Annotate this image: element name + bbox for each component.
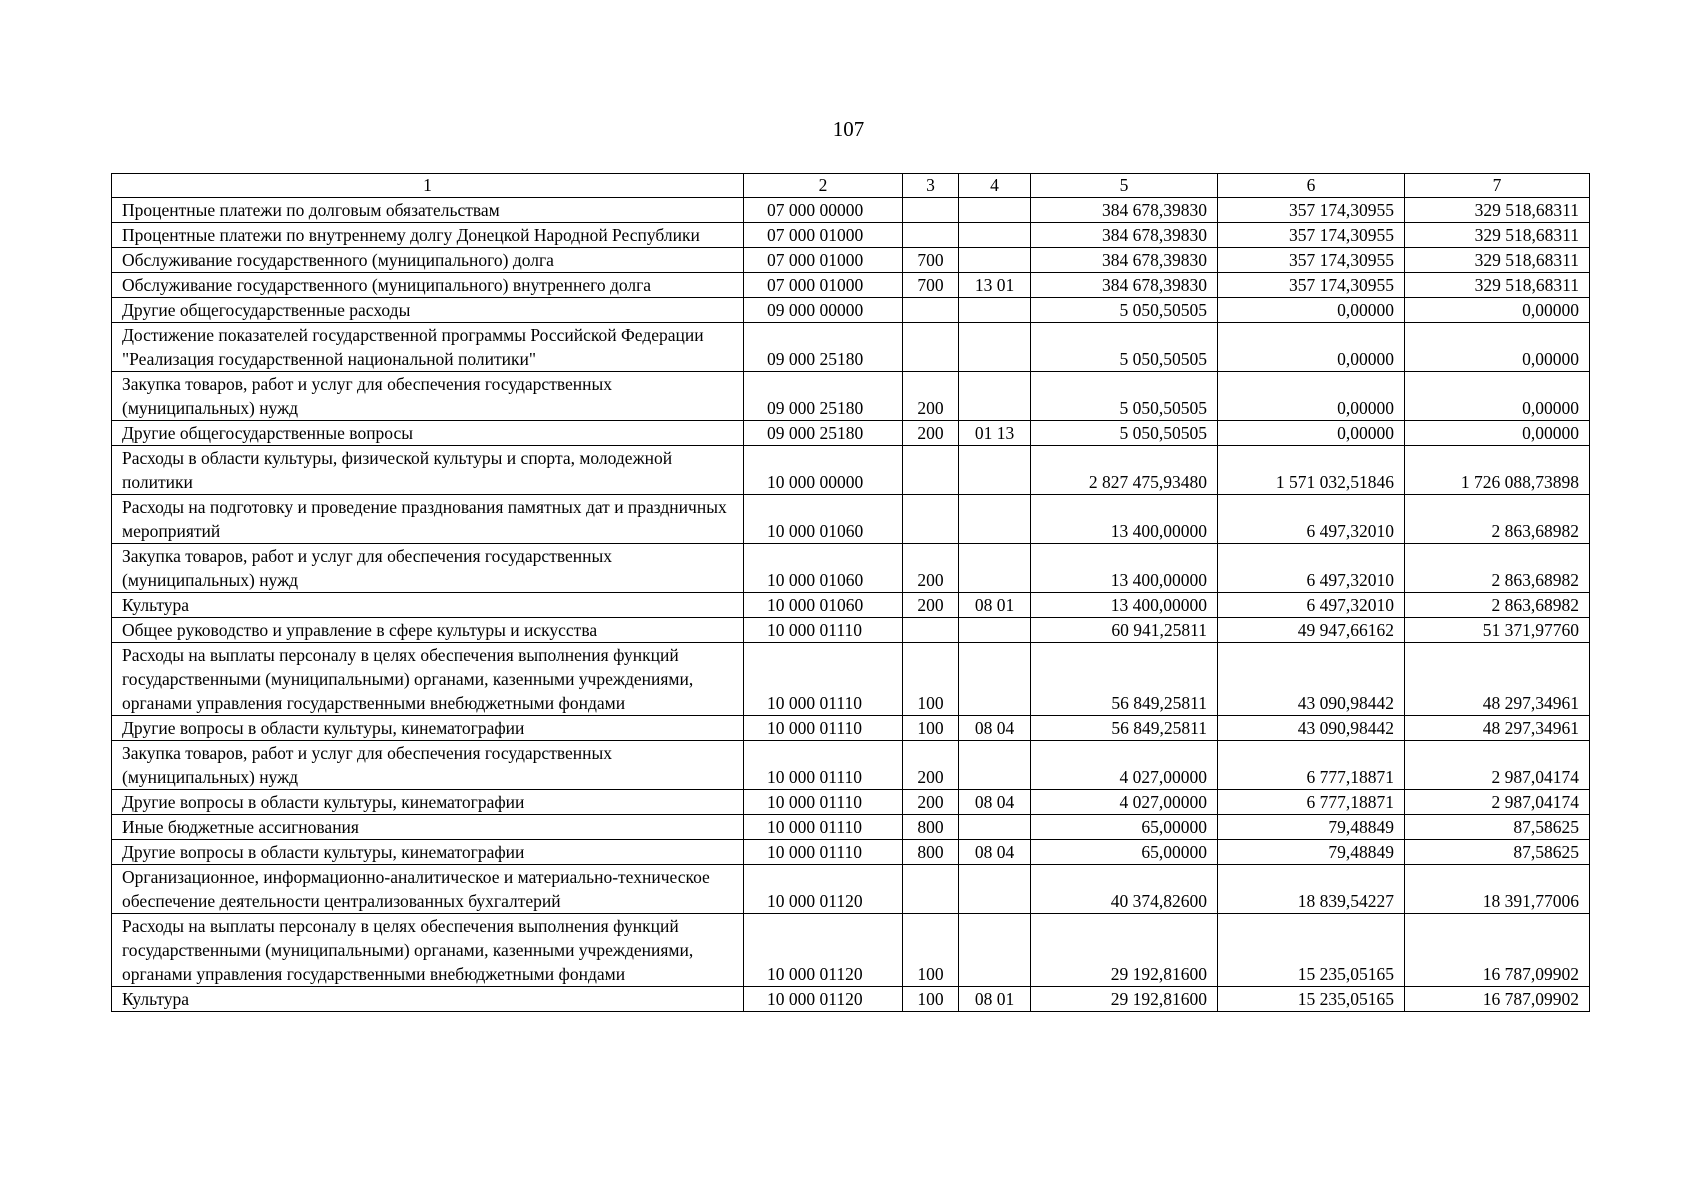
expense-type-cell: 200 — [903, 421, 959, 446]
amount-col7-cell: 87,58625 — [1405, 815, 1590, 840]
amount-col6-cell: 1 571 032,51846 — [1218, 446, 1405, 495]
amount-col6-cell: 6 777,18871 — [1218, 741, 1405, 790]
amount-col7-cell: 2 987,04174 — [1405, 741, 1590, 790]
expense-type-cell: 100 — [903, 914, 959, 987]
amount-col5-cell: 13 400,00000 — [1031, 544, 1218, 593]
expense-name-cell: Общее руководство и управление в сфере культуры и искусства — [112, 618, 744, 643]
table-row — [112, 248, 1590, 273]
amount-col6-cell: 357 174,30955 — [1218, 223, 1405, 248]
amount-col7-cell: 329 518,68311 — [1405, 223, 1590, 248]
amount-col7-cell: 329 518,68311 — [1405, 198, 1590, 223]
column-header: 2 — [744, 174, 903, 198]
target-code-cell: 07 000 01000 — [744, 223, 903, 248]
table-row — [112, 914, 1590, 987]
expense-name-cell: Обслуживание государственного (муниципального) внутреннего долга — [112, 273, 744, 298]
table-row — [112, 643, 1590, 716]
target-code-cell: 07 000 01000 — [744, 248, 903, 273]
expense-type-cell: 200 — [903, 741, 959, 790]
amount-col5-cell: 60 941,25811 — [1031, 618, 1218, 643]
table-row — [112, 865, 1590, 914]
expense-name-cell: Другие вопросы в области культуры, кинематографии — [112, 716, 744, 741]
expense-name-cell: Другие вопросы в области культуры, кинематографии — [112, 840, 744, 865]
section-code-cell — [959, 223, 1031, 248]
target-code-cell: 07 000 01000 — [744, 273, 903, 298]
target-code-cell: 10 000 01120 — [744, 914, 903, 987]
amount-col5-cell: 29 192,81600 — [1031, 914, 1218, 987]
expense-name-cell: Другие общегосударственные расходы — [112, 298, 744, 323]
expense-type-cell: 200 — [903, 372, 959, 421]
table-row — [112, 273, 1590, 298]
amount-col6-cell: 79,48849 — [1218, 815, 1405, 840]
expense-type-cell — [903, 865, 959, 914]
expense-name-cell: Культура — [112, 987, 744, 1012]
amount-col6-cell: 43 090,98442 — [1218, 716, 1405, 741]
expense-name-cell: Другие вопросы в области культуры, кинематографии — [112, 790, 744, 815]
expense-name-cell: Достижение показателей государственной программы Российской Федерации "Реализация государственной национальной политики" — [112, 323, 744, 372]
section-code-cell — [959, 298, 1031, 323]
amount-col7-cell: 329 518,68311 — [1405, 273, 1590, 298]
expense-name-cell: Процентные платежи по долговым обязательствам — [112, 198, 744, 223]
expense-type-cell — [903, 446, 959, 495]
section-code-cell — [959, 865, 1031, 914]
amount-col6-cell: 0,00000 — [1218, 421, 1405, 446]
section-code-cell — [959, 618, 1031, 643]
column-header: 6 — [1218, 174, 1405, 198]
amount-col5-cell: 40 374,82600 — [1031, 865, 1218, 914]
amount-col6-cell: 357 174,30955 — [1218, 198, 1405, 223]
table-row — [112, 815, 1590, 840]
section-code-cell — [959, 446, 1031, 495]
column-number-row — [112, 174, 1590, 198]
expense-name-cell: Культура — [112, 593, 744, 618]
amount-col6-cell: 18 839,54227 — [1218, 865, 1405, 914]
amount-col7-cell: 18 391,77006 — [1405, 865, 1590, 914]
target-code-cell: 09 000 25180 — [744, 372, 903, 421]
amount-col7-cell: 0,00000 — [1405, 298, 1590, 323]
table-row — [112, 716, 1590, 741]
section-code-cell — [959, 643, 1031, 716]
expense-type-cell: 800 — [903, 840, 959, 865]
target-code-cell: 10 000 01120 — [744, 865, 903, 914]
target-code-cell: 09 000 25180 — [744, 421, 903, 446]
amount-col5-cell: 29 192,81600 — [1031, 987, 1218, 1012]
column-header: 5 — [1031, 174, 1218, 198]
amount-col6-cell: 0,00000 — [1218, 323, 1405, 372]
table-row — [112, 840, 1590, 865]
amount-col6-cell: 6 497,32010 — [1218, 495, 1405, 544]
target-code-cell: 10 000 01120 — [744, 987, 903, 1012]
table-row — [112, 421, 1590, 446]
section-code-cell — [959, 198, 1031, 223]
section-code-cell — [959, 248, 1031, 273]
amount-col7-cell: 51 371,97760 — [1405, 618, 1590, 643]
amount-col6-cell: 357 174,30955 — [1218, 248, 1405, 273]
amount-col5-cell: 384 678,39830 — [1031, 198, 1218, 223]
amount-col5-cell: 65,00000 — [1031, 840, 1218, 865]
target-code-cell: 10 000 01110 — [744, 790, 903, 815]
column-header: 1 — [112, 174, 744, 198]
amount-col7-cell: 16 787,09902 — [1405, 914, 1590, 987]
target-code-cell: 10 000 01060 — [744, 593, 903, 618]
table-row — [112, 323, 1590, 372]
amount-col7-cell: 0,00000 — [1405, 372, 1590, 421]
budget-table — [111, 173, 1590, 1012]
expense-name-cell: Расходы на выплаты персоналу в целях обеспечения выполнения функций государственными (муниципальными) органами, казенными учреждениями, органами управления государственными внебюджетными фондами — [112, 914, 744, 987]
section-code-cell: 08 04 — [959, 790, 1031, 815]
expense-type-cell — [903, 198, 959, 223]
expense-name-cell: Расходы в области культуры, физической культуры и спорта, молодежной политики — [112, 446, 744, 495]
expense-name-cell: Обслуживание государственного (муниципального) долга — [112, 248, 744, 273]
table-body — [112, 198, 1590, 1012]
table-row — [112, 223, 1590, 248]
expense-type-cell: 800 — [903, 815, 959, 840]
amount-col5-cell: 5 050,50505 — [1031, 298, 1218, 323]
amount-col7-cell: 329 518,68311 — [1405, 248, 1590, 273]
amount-col7-cell: 0,00000 — [1405, 323, 1590, 372]
section-code-cell — [959, 914, 1031, 987]
expense-type-cell: 700 — [903, 273, 959, 298]
section-code-cell — [959, 495, 1031, 544]
amount-col5-cell: 2 827 475,93480 — [1031, 446, 1218, 495]
expense-type-cell — [903, 618, 959, 643]
section-code-cell — [959, 544, 1031, 593]
target-code-cell: 10 000 01060 — [744, 544, 903, 593]
section-code-cell — [959, 323, 1031, 372]
expense-type-cell — [903, 495, 959, 544]
expense-name-cell: Организационное, информационно-аналитическое и материально-техническое обеспечение деятельности централизованных бухгалтерий — [112, 865, 744, 914]
target-code-cell: 10 000 01110 — [744, 741, 903, 790]
table-row — [112, 372, 1590, 421]
section-code-cell: 08 01 — [959, 593, 1031, 618]
section-code-cell: 08 04 — [959, 840, 1031, 865]
amount-col7-cell: 87,58625 — [1405, 840, 1590, 865]
amount-col5-cell: 56 849,25811 — [1031, 643, 1218, 716]
expense-type-cell: 700 — [903, 248, 959, 273]
target-code-cell: 10 000 01060 — [744, 495, 903, 544]
target-code-cell: 10 000 01110 — [744, 618, 903, 643]
expense-type-cell — [903, 223, 959, 248]
amount-col5-cell: 4 027,00000 — [1031, 790, 1218, 815]
expense-name-cell: Расходы на подготовку и проведение празднования памятных дат и праздничных мероприятий — [112, 495, 744, 544]
amount-col5-cell: 5 050,50505 — [1031, 372, 1218, 421]
amount-col7-cell: 16 787,09902 — [1405, 987, 1590, 1012]
expense-name-cell: Закупка товаров, работ и услуг для обеспечения государственных (муниципальных) нужд — [112, 544, 744, 593]
amount-col5-cell: 5 050,50505 — [1031, 421, 1218, 446]
expense-name-cell: Закупка товаров, работ и услуг для обеспечения государственных (муниципальных) нужд — [112, 372, 744, 421]
amount-col7-cell: 48 297,34961 — [1405, 716, 1590, 741]
amount-col5-cell: 56 849,25811 — [1031, 716, 1218, 741]
expense-name-cell: Другие общегосударственные вопросы — [112, 421, 744, 446]
table-row — [112, 618, 1590, 643]
target-code-cell: 09 000 25180 — [744, 323, 903, 372]
expense-type-cell: 200 — [903, 544, 959, 593]
expense-type-cell: 100 — [903, 716, 959, 741]
section-code-cell — [959, 372, 1031, 421]
amount-col7-cell: 2 863,68982 — [1405, 593, 1590, 618]
expense-type-cell: 200 — [903, 790, 959, 815]
amount-col6-cell: 6 777,18871 — [1218, 790, 1405, 815]
section-code-cell — [959, 815, 1031, 840]
expense-type-cell: 100 — [903, 987, 959, 1012]
amount-col6-cell: 6 497,32010 — [1218, 544, 1405, 593]
target-code-cell: 10 000 01110 — [744, 815, 903, 840]
table-row — [112, 544, 1590, 593]
amount-col5-cell: 13 400,00000 — [1031, 495, 1218, 544]
section-code-cell: 01 13 — [959, 421, 1031, 446]
amount-col7-cell: 2 863,68982 — [1405, 495, 1590, 544]
amount-col5-cell: 13 400,00000 — [1031, 593, 1218, 618]
page-number: 107 — [832, 117, 865, 141]
column-header: 7 — [1405, 174, 1590, 198]
column-header: 4 — [959, 174, 1031, 198]
amount-col5-cell: 65,00000 — [1031, 815, 1218, 840]
amount-col5-cell: 384 678,39830 — [1031, 273, 1218, 298]
table-row — [112, 495, 1590, 544]
amount-col7-cell: 1 726 088,73898 — [1405, 446, 1590, 495]
target-code-cell: 10 000 01110 — [744, 716, 903, 741]
amount-col5-cell: 5 050,50505 — [1031, 323, 1218, 372]
amount-col5-cell: 384 678,39830 — [1031, 248, 1218, 273]
section-code-cell: 13 01 — [959, 273, 1031, 298]
amount-col6-cell: 15 235,05165 — [1218, 987, 1405, 1012]
table-row — [112, 446, 1590, 495]
expense-type-cell: 100 — [903, 643, 959, 716]
table-row — [112, 593, 1590, 618]
expense-type-cell — [903, 298, 959, 323]
section-code-cell — [959, 741, 1031, 790]
expense-name-cell: Закупка товаров, работ и услуг для обеспечения государственных (муниципальных) нужд — [112, 741, 744, 790]
amount-col6-cell: 79,48849 — [1218, 840, 1405, 865]
amount-col6-cell: 357 174,30955 — [1218, 273, 1405, 298]
target-code-cell: 10 000 00000 — [744, 446, 903, 495]
amount-col7-cell: 0,00000 — [1405, 421, 1590, 446]
target-code-cell: 07 000 00000 — [744, 198, 903, 223]
table-row — [112, 790, 1590, 815]
table-row — [112, 298, 1590, 323]
expense-name-cell: Иные бюджетные ассигнования — [112, 815, 744, 840]
section-code-cell: 08 01 — [959, 987, 1031, 1012]
expense-name-cell: Процентные платежи по внутреннему долгу Донецкой Народной Республики — [112, 223, 744, 248]
amount-col6-cell: 0,00000 — [1218, 372, 1405, 421]
expense-type-cell — [903, 323, 959, 372]
expense-type-cell: 200 — [903, 593, 959, 618]
amount-col6-cell: 0,00000 — [1218, 298, 1405, 323]
amount-col5-cell: 4 027,00000 — [1031, 741, 1218, 790]
section-code-cell: 08 04 — [959, 716, 1031, 741]
amount-col6-cell: 15 235,05165 — [1218, 914, 1405, 987]
amount-col5-cell: 384 678,39830 — [1031, 223, 1218, 248]
table-row — [112, 198, 1590, 223]
target-code-cell: 10 000 01110 — [744, 643, 903, 716]
amount-col7-cell: 48 297,34961 — [1405, 643, 1590, 716]
amount-col7-cell: 2 987,04174 — [1405, 790, 1590, 815]
target-code-cell: 10 000 01110 — [744, 840, 903, 865]
amount-col7-cell: 2 863,68982 — [1405, 544, 1590, 593]
amount-col6-cell: 6 497,32010 — [1218, 593, 1405, 618]
column-header: 3 — [903, 174, 959, 198]
amount-col6-cell: 49 947,66162 — [1218, 618, 1405, 643]
table-row — [112, 987, 1590, 1012]
amount-col6-cell: 43 090,98442 — [1218, 643, 1405, 716]
expense-name-cell: Расходы на выплаты персоналу в целях обеспечения выполнения функций государственными (муниципальными) органами, казенными учреждениями, органами управления государственными внебюджетными фондами — [112, 643, 744, 716]
table-row — [112, 741, 1590, 790]
target-code-cell: 09 000 00000 — [744, 298, 903, 323]
